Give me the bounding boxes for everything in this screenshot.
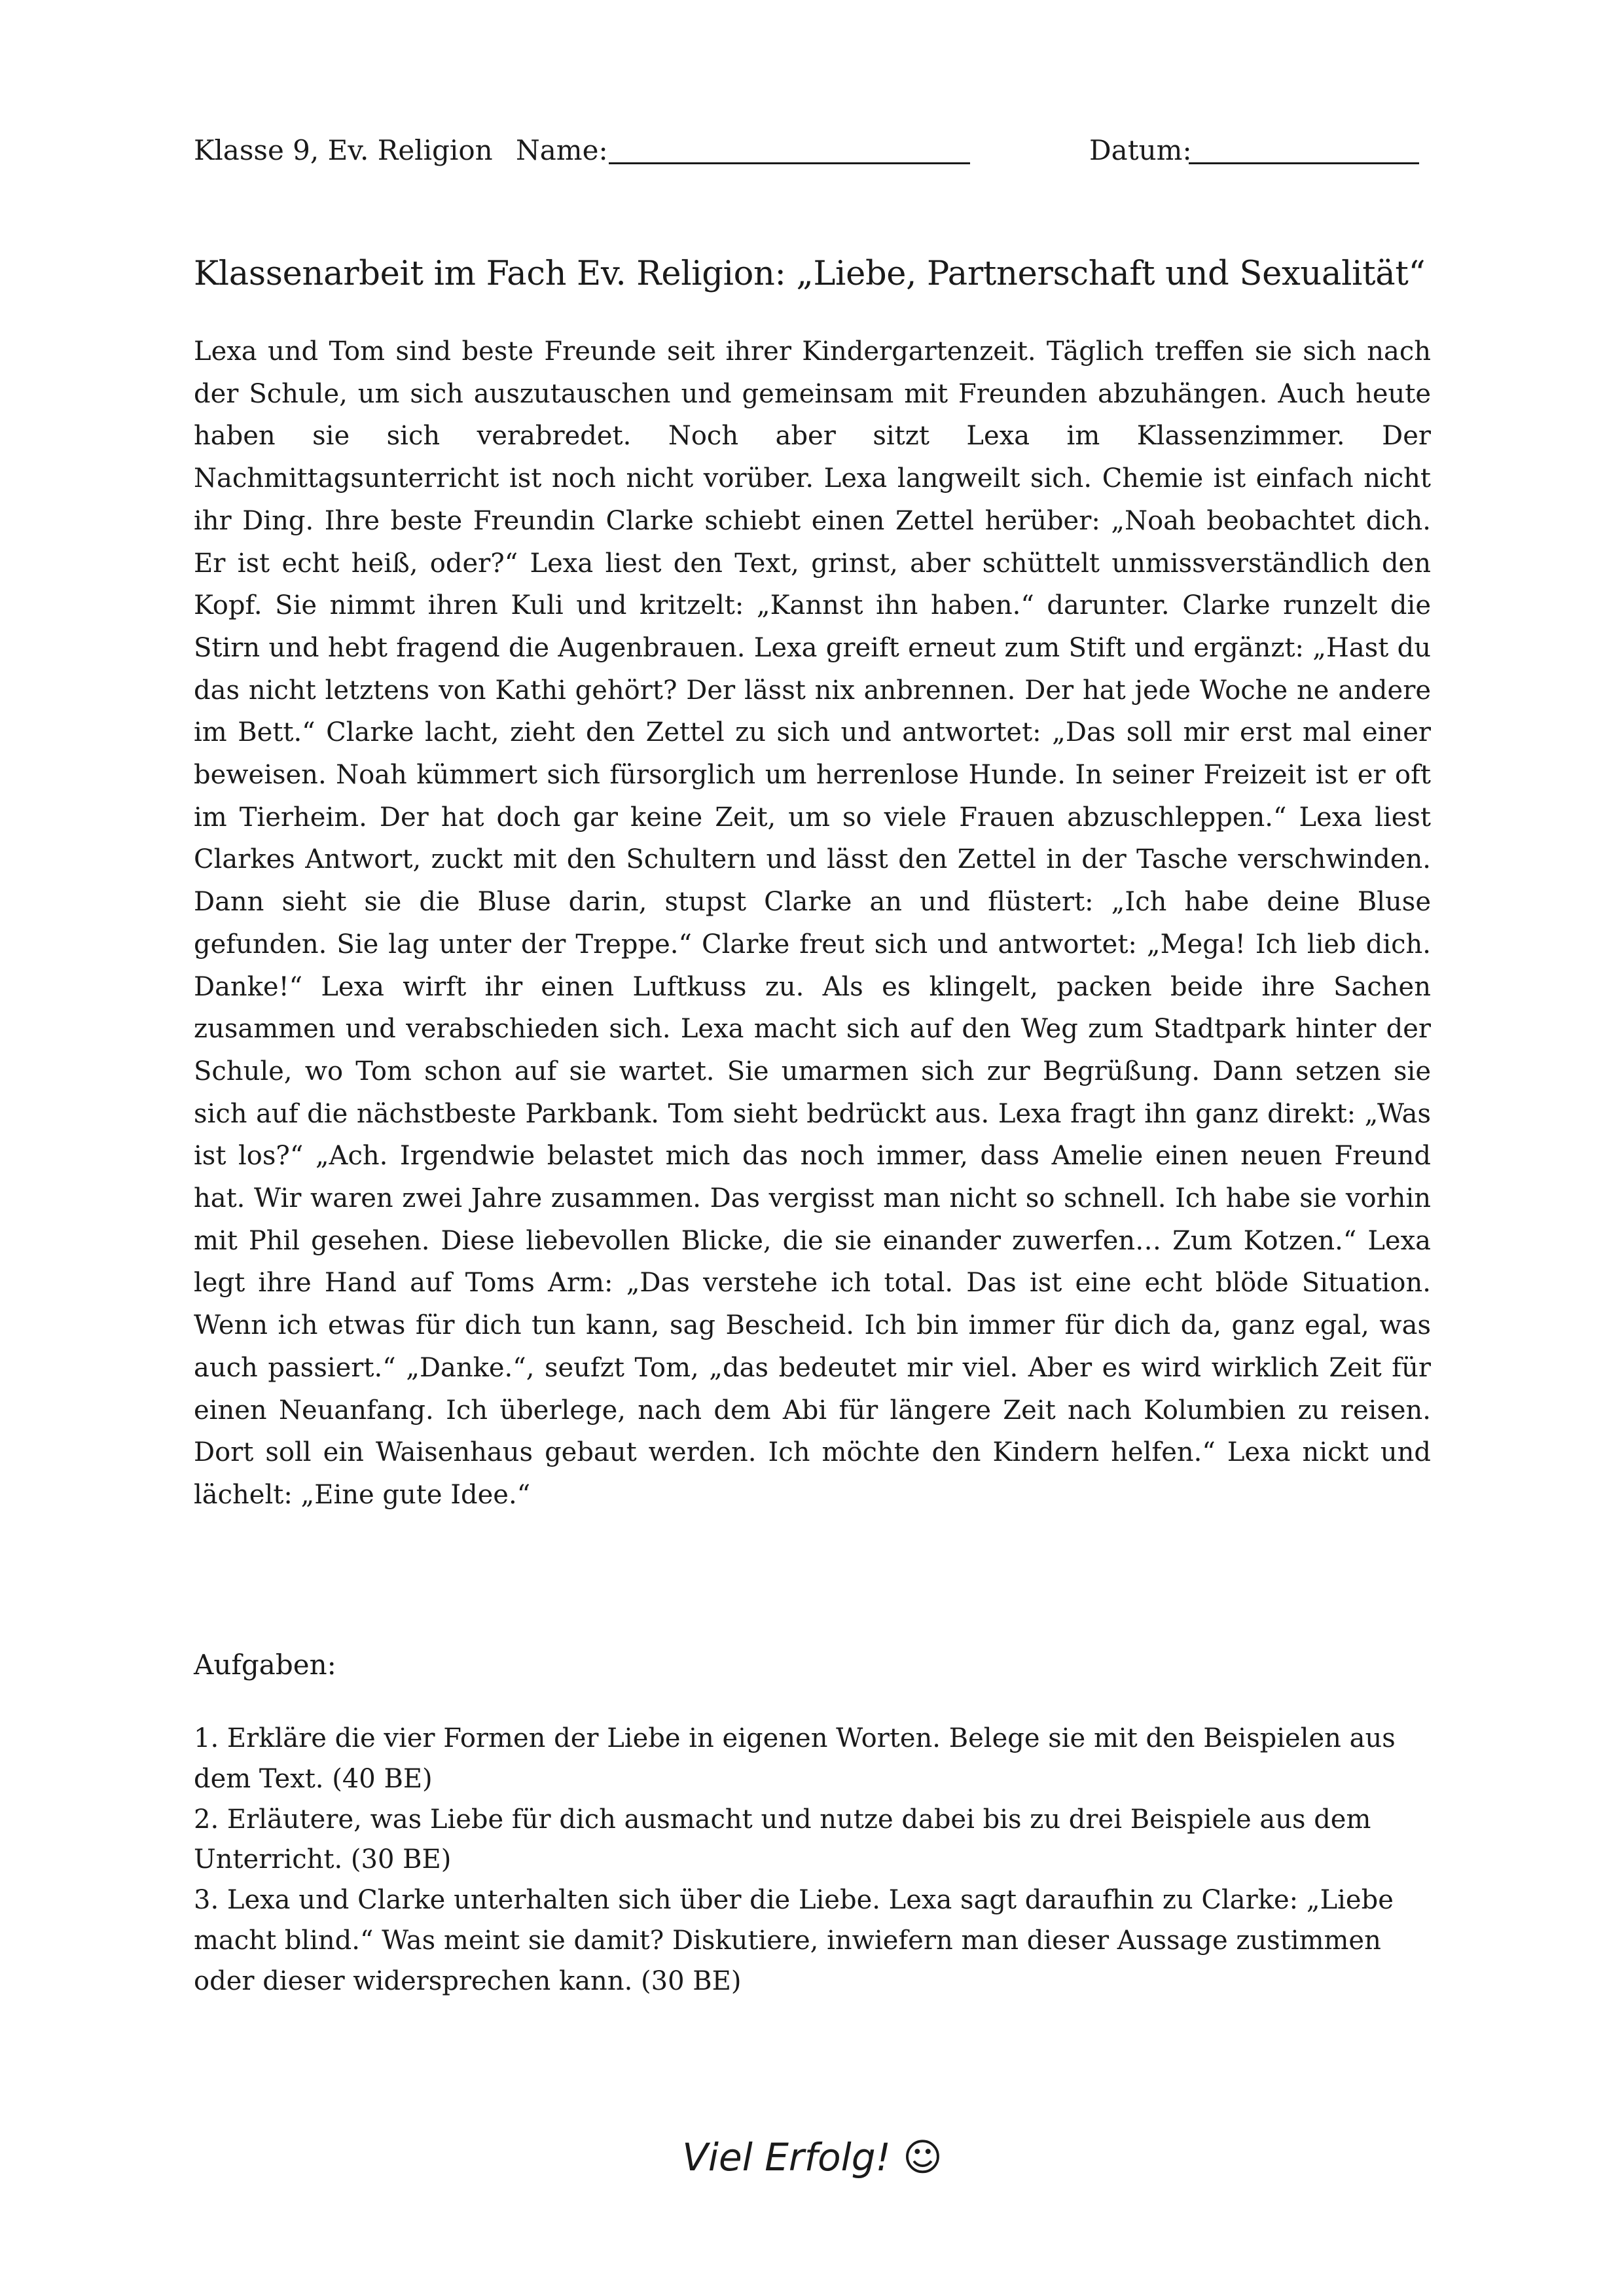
task-list — [194, 1719, 1437, 2002]
tasks-heading: Aufgaben: — [194, 1649, 336, 1681]
task-item: 3. Lexa und Clarke unterhalten sich über die Liebe. Lexa sagt daraufhin zu Clarke: „Liebe macht blind.“ Was meint sie damit? Diskutiere, inwiefern man dieser Aussage zustimmen oder dieser widersprechen kann. (30 BE) — [194, 1885, 1394, 1996]
smiley-icon: ☺ — [903, 2135, 943, 2179]
worksheet-title: Klassenarbeit im Fach Ev. Religion: „Liebe, Partnerschaft und Sexualität“ — [194, 255, 1426, 293]
date-fill-line[interactable] — [1189, 162, 1419, 164]
date-label: Datum: — [1089, 134, 1192, 166]
class-subject-label: Klasse 9, Ev. Religion — [194, 134, 493, 166]
worksheet-header — [194, 131, 1431, 170]
name-fill-line[interactable] — [609, 162, 970, 164]
closing-message — [194, 2131, 1431, 2183]
task-item: 1. Erkläre die vier Formen der Liebe in eigenen Worten. Belege sie mit den Beispielen aus dem Text. (40 BE) — [194, 1723, 1396, 1794]
story-text: Lexa und Tom sind beste Freunde seit ihrer Kindergartenzeit. Täglich treffen sie sich nach der Schule, um sich auszutauschen und gemeinsam mit Freunden abzuhängen. Auch heute haben sie sich verabredet. Noch aber sitzt Lexa im Klassenzimmer. Der Nachmittagsunterricht ist noch nicht vorüber. Lexa langweilt sich. Chemie ist einfach nicht ihr Ding. Ihre beste Freundin Clarke schiebt einen Zettel herüber: „Noah beobachtet dich. Er ist echt heiß, oder?“ Lexa liest den Text, grinst, aber schüttelt unmissverständlich den Kopf. Sie nimmt ihren Kuli und kritzelt: „Kannst ihn haben.“ darunter. Clarke runzelt die Stirn und hebt fragend die Augenbrauen. Lexa greift erneut zum Stift und ergänzt: „Hast du das nicht letztens von Kathi gehört? Der lässt nix anbrennen. Der hat jede Woche ne andere im Bett.“ Clarke lacht, zieht den Zettel zu sich und antwortet: „Das soll mir erst mal einer beweisen. Noah kümmert sich fürsorglich um herrenlose Hunde. In seiner Freizeit ist er oft im Tierheim. Der hat doch gar keine Zeit, um so viele Frauen abzuschleppen.“ Lexa liest Clarkes Antwort, zuckt mit den Schultern und lässt den Zettel in der Tasche verschwinden. Dann sieht sie die Bluse darin, stupst Clarke an und flüstert: „Ich habe deine Bluse gefunden. Sie lag unter der Treppe.“ Clarke freut sich und antwortet: „Mega! Ich lieb dich. Danke!“ Lexa wirft ihr einen Luftkuss zu. Als es klingelt, packen beide ihre Sachen zusammen und verabschieden sich. Lexa macht sich auf den Weg zum Stadtpark hinter der Schule, wo Tom schon auf sie wartet. Sie umarmen sich zur Begrüßung. Dann setzen sie sich auf die nächstbeste Parkbank. Tom sieht bedrückt aus. Lexa fragt ihn ganz direkt: „Was ist los?“ „Ach. Irgendwie belastet mich das noch immer, dass Amelie einen neuen Freund hat. Wir waren zwei Jahre zusammen. Das vergisst man nicht so schnell. Ich habe sie vorhin mit Phil gesehen. Diese liebevollen Blicke, die sie einander zuwerfen… Zum Kotzen.“ Lexa legt ihre Hand auf Toms Arm: „Das verstehe ich total. Das ist eine echt blöde Situation. Wenn ich etwas für dich tun kann, sag Bescheid. Ich bin immer für dich da, ganz egal, was auch passiert.“ „Danke.“, seufzt Tom, „das bedeutet mir viel. Aber es wird wirklich Zeit für einen Neuanfang. Ich überlege, nach dem Abi für längere Zeit nach Kolumbien zu reisen. Dort soll ein Waisenhaus gebaut werden. Ich möchte den Kindern helfen.“ Lexa nickt und lächelt: „Eine gute Idee.“ — [194, 336, 1431, 1510]
name-label: Name: — [516, 134, 608, 166]
closing-text: Viel Erfolg! — [682, 2135, 891, 2179]
task-item: 2. Erläutere, was Liebe für dich ausmacht und nutze dabei bis zu drei Beispiele aus dem Unterricht. (30 BE) — [194, 1804, 1371, 1875]
